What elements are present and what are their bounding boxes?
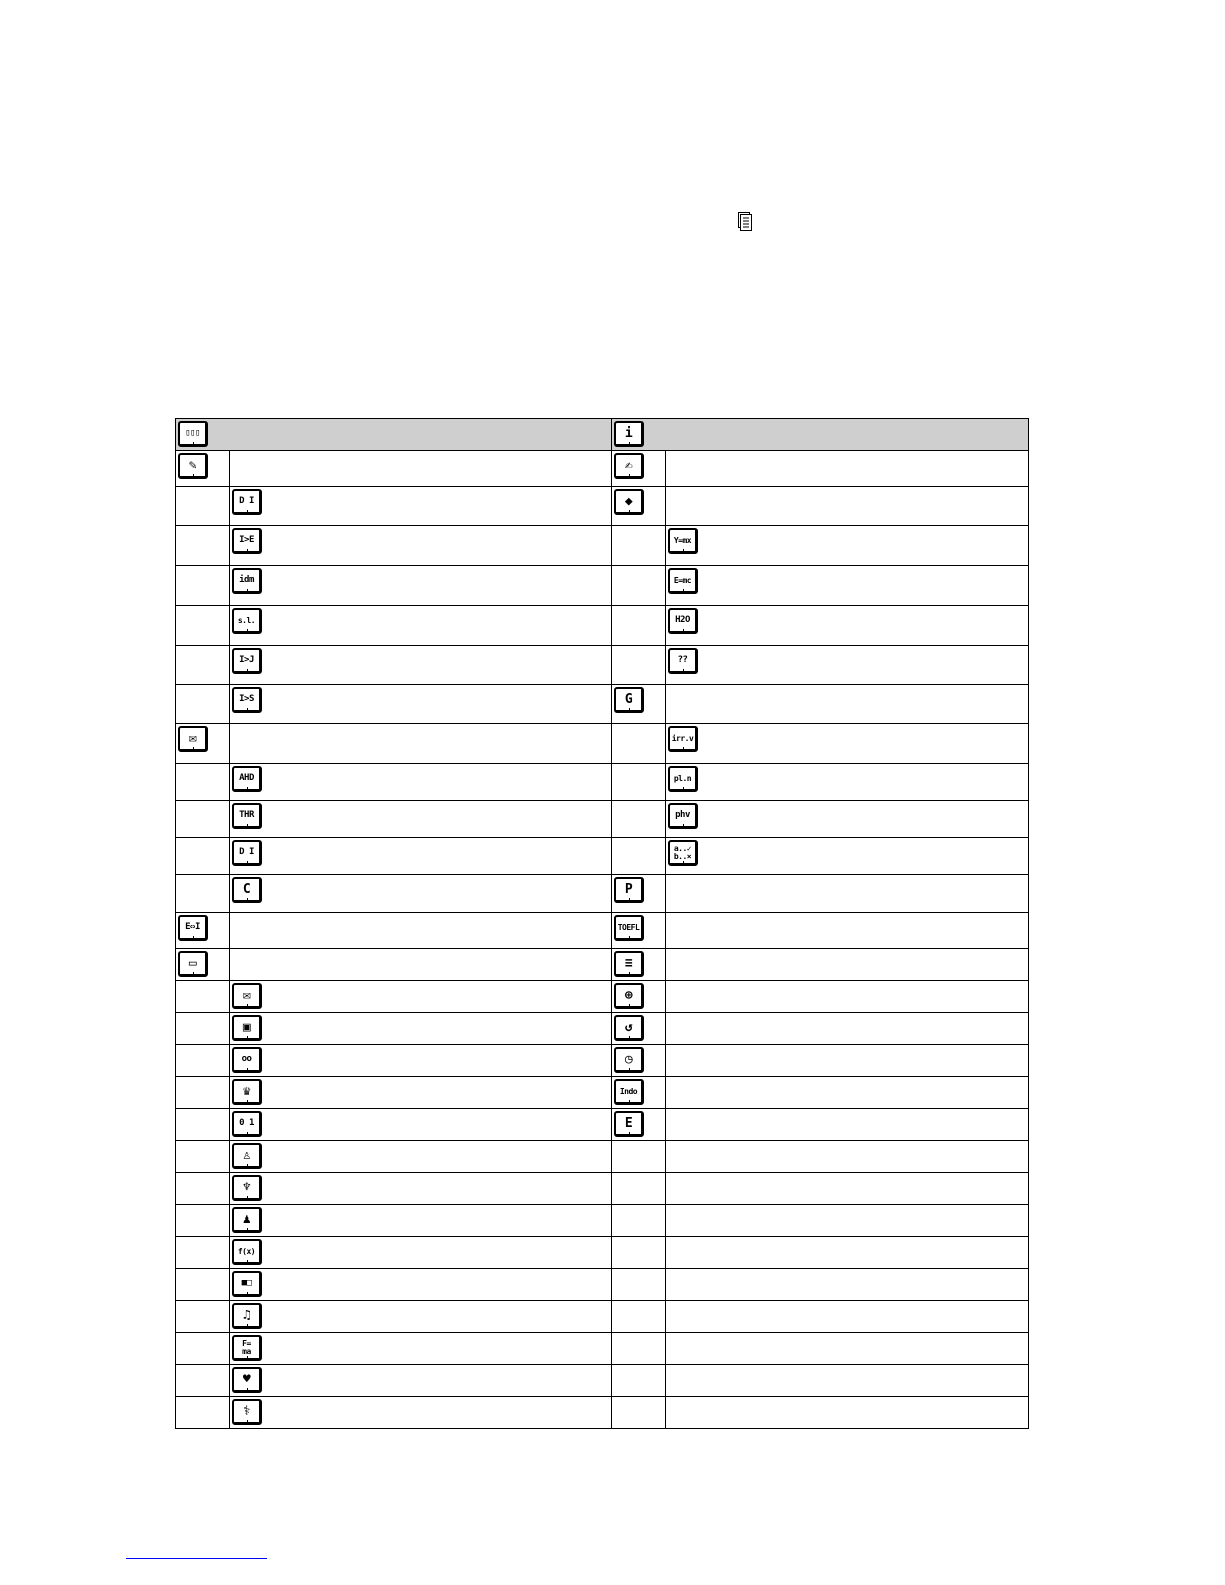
book-music-icon: ♫ xyxy=(232,1303,262,1329)
description-cell-left xyxy=(230,566,612,606)
book-ei-icon: E⇔I xyxy=(178,915,208,941)
category-cell-left xyxy=(176,1013,230,1045)
category-cell-right xyxy=(612,451,666,487)
description-cell-left xyxy=(230,526,612,566)
category-cell-left xyxy=(176,1365,230,1397)
description-cell-left xyxy=(230,1237,612,1269)
category-cell-left xyxy=(176,801,230,838)
category-cell-right xyxy=(612,875,666,913)
description-cell-left xyxy=(230,1013,612,1045)
description-cell-left xyxy=(230,451,612,487)
book-list-icon: ≡ xyxy=(614,951,644,977)
description-cell-left xyxy=(230,1173,612,1205)
description-cell-left xyxy=(230,1397,612,1429)
book-camera-icon: ▣ xyxy=(232,1015,262,1041)
book-idm-icon: idm xyxy=(232,568,262,594)
description-cell-left xyxy=(230,724,612,764)
book-phv-icon: phv xyxy=(668,803,698,829)
description-cell-right xyxy=(666,487,1029,526)
book-globe-icon: ⊕ xyxy=(614,983,644,1009)
book-is-icon: I>S xyxy=(232,687,262,713)
description-cell-left xyxy=(230,913,612,949)
category-cell-left xyxy=(176,606,230,646)
category-cell-right xyxy=(612,646,666,685)
description-cell-right xyxy=(666,1077,1029,1109)
category-cell-right xyxy=(612,724,666,764)
envelope-card-icon: ✉ xyxy=(178,726,208,752)
book-h2o-icon: H2O xyxy=(668,608,698,634)
book-p-icon: P xyxy=(614,877,644,903)
category-cell-left xyxy=(176,949,230,981)
description-cell-right xyxy=(666,1237,1029,1269)
category-cell-left xyxy=(176,1333,230,1365)
book-toefl-icon: TOEFL xyxy=(614,915,644,941)
category-cell-right xyxy=(612,1301,666,1333)
description-cell-right xyxy=(666,1365,1029,1397)
description-cell-left xyxy=(230,981,612,1013)
description-cell-right xyxy=(666,981,1029,1013)
category-cell-left xyxy=(176,646,230,685)
category-cell-right xyxy=(612,1045,666,1077)
category-cell-left xyxy=(176,1141,230,1173)
book-crown-icon: ♛ xyxy=(232,1079,262,1105)
description-cell-right xyxy=(666,1173,1029,1205)
category-cell-left xyxy=(176,1045,230,1077)
description-cell-left xyxy=(230,1077,612,1109)
book-e-icon: E xyxy=(614,1111,644,1137)
category-cell-left xyxy=(176,1237,230,1269)
category-cell-right xyxy=(612,764,666,801)
book-ymx-icon: Y=mx xyxy=(668,528,698,554)
book-function-icon: f(x) xyxy=(232,1239,262,1265)
book-indo-icon: Indo xyxy=(614,1079,644,1105)
info-person-icon: i xyxy=(614,421,644,447)
description-cell-right xyxy=(666,838,1029,875)
description-cell-left xyxy=(230,606,612,646)
category-cell-right xyxy=(612,1365,666,1397)
hand-writing-icon: ✍ xyxy=(614,453,644,479)
description-cell-left xyxy=(230,1205,612,1237)
description-cell-right xyxy=(666,1269,1029,1301)
footnote-separator xyxy=(126,1558,267,1559)
category-cell-left xyxy=(176,526,230,566)
book-sl-icon: s.l. xyxy=(232,608,262,634)
icon-reference-table xyxy=(175,418,1029,1429)
category-cell-right xyxy=(612,1141,666,1173)
description-cell-right xyxy=(666,1397,1029,1429)
description-cell-right xyxy=(666,1045,1029,1077)
category-cell-left xyxy=(176,981,230,1013)
header-cell-right xyxy=(612,419,1029,451)
category-cell-left xyxy=(176,764,230,801)
card-slot-icon: ▭ xyxy=(178,951,208,977)
category-cell-left xyxy=(176,566,230,606)
category-cell-left xyxy=(176,913,230,949)
description-cell-right xyxy=(666,1013,1029,1045)
book-irrv-icon: irr.v xyxy=(668,726,698,752)
book-ahd-icon: AHD xyxy=(232,766,262,792)
description-cell-right xyxy=(666,526,1029,566)
description-cell-right xyxy=(666,606,1029,646)
category-cell-right xyxy=(612,1013,666,1045)
book-g-icon: G xyxy=(614,687,644,713)
description-cell-right xyxy=(666,1141,1029,1173)
book-chess-icon: ♙ xyxy=(232,1143,262,1169)
category-cell-right xyxy=(612,1077,666,1109)
book-letter-icon: ✉ xyxy=(232,983,262,1009)
description-cell-left xyxy=(230,1365,612,1397)
category-cell-right xyxy=(612,1205,666,1237)
description-cell-left xyxy=(230,875,612,913)
category-cell-right xyxy=(612,913,666,949)
document-icon xyxy=(738,212,752,231)
category-cell-left xyxy=(176,1173,230,1205)
book-di-icon: D I xyxy=(232,489,262,515)
book-battery-icon: ■□ xyxy=(232,1271,262,1297)
description-cell-right xyxy=(666,724,1029,764)
book-pln-icon: pl.n xyxy=(668,766,698,792)
category-cell-left xyxy=(176,1269,230,1301)
book-heart-icon: ♥ xyxy=(232,1367,262,1393)
category-cell-right xyxy=(612,685,666,724)
category-cell-right xyxy=(612,1333,666,1365)
book-rotate-icon: ↺ xyxy=(614,1015,644,1041)
description-cell-right xyxy=(666,1109,1029,1141)
quiz-check-icon: a..✓ b..× xyxy=(668,840,698,866)
description-cell-right xyxy=(666,764,1029,801)
book-emc-icon: E=mc xyxy=(668,568,698,594)
category-cell-right xyxy=(612,949,666,981)
category-cell-left xyxy=(176,875,230,913)
category-cell-right xyxy=(612,526,666,566)
book-people-icon: oo xyxy=(232,1047,262,1073)
description-cell-right xyxy=(666,913,1029,949)
description-cell-left xyxy=(230,838,612,875)
book-ie-icon: I>E xyxy=(232,528,262,554)
header-cell-left xyxy=(176,419,612,451)
book-question-icon: ?? xyxy=(668,648,698,674)
description-cell-left xyxy=(230,801,612,838)
pen-card-icon: ✎ xyxy=(178,453,208,479)
book-person-icon: ♟ xyxy=(232,1207,262,1233)
book-di-2-icon: D I xyxy=(232,840,262,866)
book-ij-icon: I>J xyxy=(232,648,262,674)
category-cell-left xyxy=(176,451,230,487)
category-cell-right xyxy=(612,801,666,838)
category-cell-right xyxy=(612,606,666,646)
description-cell-right xyxy=(666,949,1029,981)
description-cell-right xyxy=(666,451,1029,487)
category-cell-left xyxy=(176,1301,230,1333)
category-cell-right xyxy=(612,1109,666,1141)
book-fma-icon: F= ma xyxy=(232,1335,262,1361)
description-cell-right xyxy=(666,1205,1029,1237)
category-cell-right xyxy=(612,487,666,526)
description-cell-left xyxy=(230,1109,612,1141)
category-cell-left xyxy=(176,1109,230,1141)
description-cell-left xyxy=(230,1301,612,1333)
description-cell-right xyxy=(666,1301,1029,1333)
category-cell-left xyxy=(176,838,230,875)
description-cell-right xyxy=(666,801,1029,838)
category-cell-left xyxy=(176,487,230,526)
description-cell-right xyxy=(666,566,1029,606)
description-cell-left xyxy=(230,1141,612,1173)
description-cell-left xyxy=(230,949,612,981)
book-trophy-icon: ♆ xyxy=(232,1175,262,1201)
category-cell-right xyxy=(612,1269,666,1301)
category-cell-left xyxy=(176,1077,230,1109)
copyright-icon: C xyxy=(232,877,262,903)
description-cell-left xyxy=(230,764,612,801)
description-cell-right xyxy=(666,875,1029,913)
category-cell-left xyxy=(176,685,230,724)
category-cell-right xyxy=(612,1237,666,1269)
category-cell-left xyxy=(176,1205,230,1237)
book-set-icon: ▯▯▯ xyxy=(178,421,208,447)
description-cell-left xyxy=(230,646,612,685)
category-cell-right xyxy=(612,1173,666,1205)
category-cell-right xyxy=(612,981,666,1013)
book-binary-icon: 0 1 xyxy=(232,1111,262,1137)
category-cell-right xyxy=(612,838,666,875)
category-cell-left xyxy=(176,1397,230,1429)
description-cell-right xyxy=(666,646,1029,685)
description-cell-left xyxy=(230,685,612,724)
description-cell-left xyxy=(230,1045,612,1077)
description-cell-right xyxy=(666,1333,1029,1365)
category-cell-right xyxy=(612,1397,666,1429)
book-medical-icon: ⚕ xyxy=(232,1399,262,1425)
book-clock-icon: ◷ xyxy=(614,1047,644,1073)
description-cell-left xyxy=(230,1333,612,1365)
description-cell-left xyxy=(230,487,612,526)
book-thr-icon: THR xyxy=(232,803,262,829)
category-cell-left xyxy=(176,724,230,764)
category-cell-right xyxy=(612,566,666,606)
description-cell-left xyxy=(230,1269,612,1301)
pencil-eraser-icon: ◆ xyxy=(614,489,644,515)
description-cell-right xyxy=(666,685,1029,724)
